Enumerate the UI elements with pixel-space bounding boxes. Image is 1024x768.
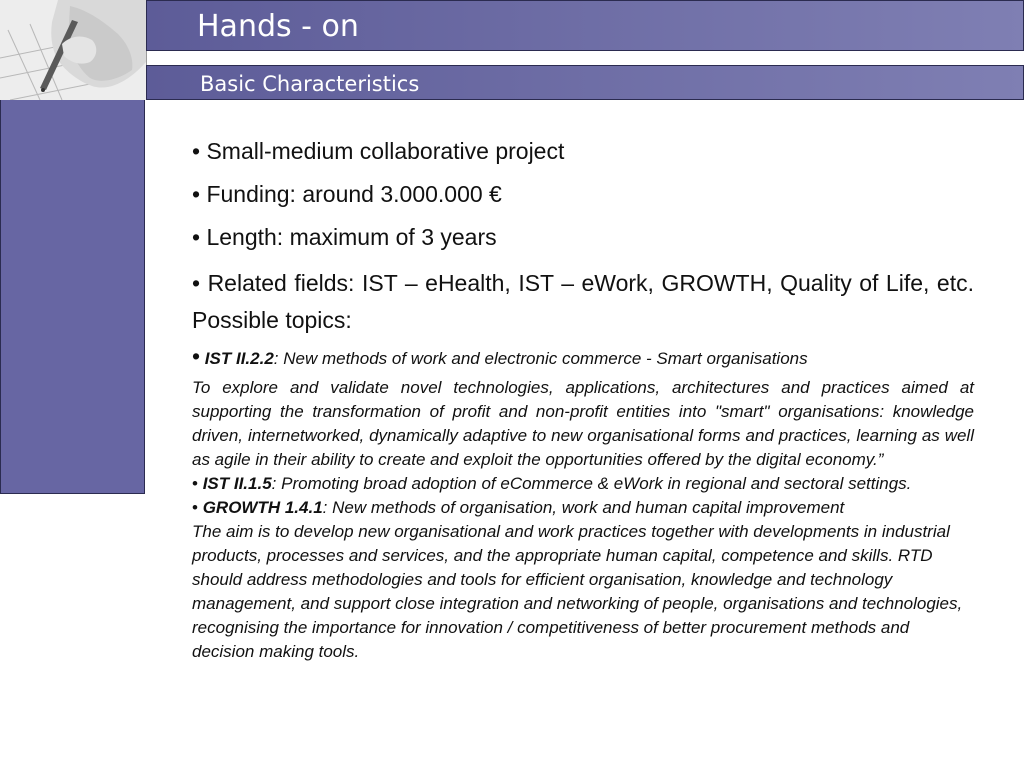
topic-description: To explore and validate novel technologies, applications, architectures and practices aimed at supporting the transformation of profit and non-profit entities into "smart" organisations: knowledge driven, internetworked, dynamically adaptive to new organisational forms and practices, learning as well as agile in their ability to create and exploit the opportunities offered by the digital economy.” [192, 378, 974, 469]
bullet-length: • Length: maximum of 3 years [192, 224, 497, 250]
topic-growth-1-4-1 [192, 496, 974, 520]
hand-writing-image [0, 0, 146, 100]
topic-title: : New methods of work and electronic commerce - Smart organisations [273, 349, 808, 368]
header-photo-hand-writing [0, 0, 147, 100]
bullet-funding: • Funding: around 3.000.000 € [192, 181, 502, 207]
topic-code: IST II.2.2 [204, 349, 274, 368]
sidebar-panel [0, 100, 145, 494]
topic-ist-2-2 [192, 345, 974, 370]
topic-bullet: • [192, 498, 198, 517]
topic-description: The aim is to develop new organisational and work practices together with developments in industrial products, processes and services, and the appropriate human capital, competence and skills. RTD should address methodologies and tools for efficient organisation, knowledge and technology management, and support close integration and networking of people, organisations and technologies, recognising the importance for innovation / competitiveness of better procurement methods and decision making tools. [192, 522, 963, 661]
topic-ist-1-5 [192, 472, 974, 496]
topic-bullet: • [192, 343, 201, 369]
topic-bullet: • [192, 474, 198, 493]
topic-title: : New methods of organisation, work and human capital improvement [322, 498, 845, 517]
page-subtitle: Basic Characteristics [200, 72, 420, 96]
subtitle-bar [146, 65, 1024, 100]
bullet-project-type: • Small-medium collaborative project [192, 138, 565, 164]
title-bar [146, 0, 1024, 51]
bullet-related-fields: • Related fields: IST – eHealth, IST – eWork, GROWTH, Quality of Life, etc. Possible topics: [192, 270, 974, 333]
topic-title: : Promoting broad adoption of eCommerce & eWork in regional and sectoral settings. [271, 474, 912, 493]
page-title: Hands - on [197, 9, 359, 44]
slide-content [192, 136, 974, 664]
topic-code: IST II.1.5 [202, 474, 272, 493]
topic-code: GROWTH 1.4.1 [202, 498, 323, 517]
